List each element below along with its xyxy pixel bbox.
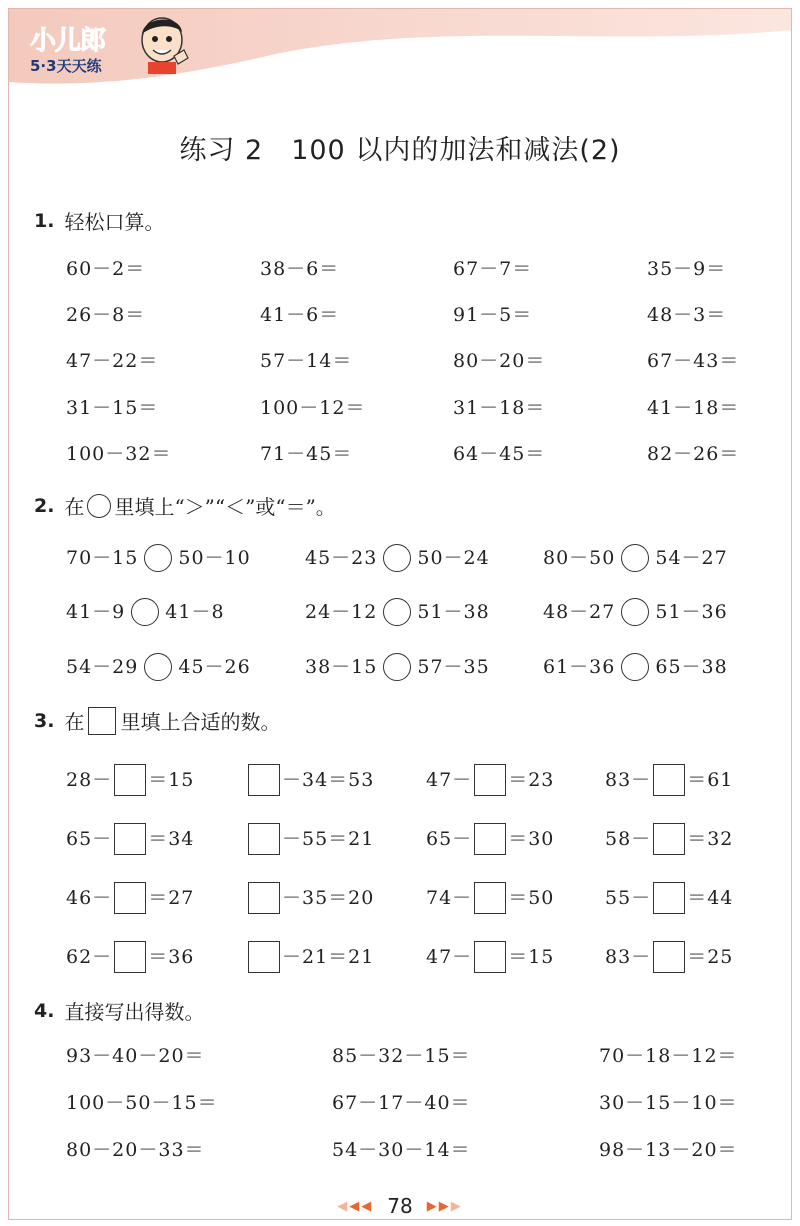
s1-problem: 100－32＝ — [66, 443, 172, 465]
s1-row — [0, 300, 800, 330]
s2-left-expr: 24－12 — [305, 601, 378, 623]
s1-problem: 26－8＝ — [66, 304, 146, 326]
s4-problem: 85－32－15＝ — [332, 1045, 471, 1067]
s1-row — [0, 439, 800, 469]
s4-row — [0, 1088, 800, 1118]
answer-box[interactable] — [653, 941, 685, 973]
answer-box[interactable] — [474, 882, 506, 914]
s2-left-expr: 54－29 — [66, 656, 139, 678]
section-number: 4. — [34, 999, 55, 1022]
s2-comparison — [66, 652, 251, 682]
s3-row — [0, 942, 800, 972]
answer-box[interactable] — [653, 823, 685, 855]
s1-problem: 82－26＝ — [647, 443, 740, 465]
s2-comparison — [305, 597, 490, 627]
answer-box[interactable] — [248, 764, 280, 796]
s2-comparison — [305, 543, 490, 573]
s4-problem: 98－13－20＝ — [599, 1139, 738, 1161]
comparison-answer-circle[interactable] — [621, 544, 649, 572]
s1-problem: 100－12＝ — [260, 397, 366, 419]
s2-comparison — [305, 652, 490, 682]
page-number: 78 — [387, 1194, 413, 1218]
s1-problem: 48－3＝ — [647, 304, 727, 326]
page-title: 练习 2 100 以内的加法和减法(2) — [179, 135, 621, 166]
s2-comparison — [543, 597, 728, 627]
s4-problem: 67－17－40＝ — [332, 1092, 471, 1114]
comparison-answer-circle[interactable] — [383, 653, 411, 681]
s3-post: ＝61 — [687, 769, 734, 791]
s1-row — [0, 346, 800, 376]
s3-equation — [66, 883, 194, 913]
answer-box[interactable] — [248, 882, 280, 914]
s3-equation — [426, 883, 554, 913]
s1-row — [0, 254, 800, 284]
section-title-post: 里填上合适的数。 — [120, 710, 281, 734]
s1-problem: 91－5＝ — [453, 304, 533, 326]
s3-post: －35＝20 — [282, 887, 375, 909]
section-title: 直接写出得数。 — [64, 1000, 205, 1024]
s2-row — [0, 597, 800, 627]
s1-problem: 71－45＝ — [260, 443, 353, 465]
answer-box[interactable] — [653, 764, 685, 796]
s1-problem: 35－9＝ — [647, 258, 727, 280]
section-title-post: 里填上“＞”“＜”或“＝”。 — [114, 495, 336, 519]
s3-equation — [66, 824, 194, 854]
comparison-answer-circle[interactable] — [131, 598, 159, 626]
s4-row — [0, 1135, 800, 1165]
comparison-answer-circle[interactable] — [621, 598, 649, 626]
mascot-boy-icon — [134, 12, 190, 74]
s3-equation — [426, 942, 554, 972]
s3-post: －55＝21 — [282, 828, 375, 850]
s3-post: ＝50 — [508, 887, 555, 909]
s1-row — [0, 393, 800, 423]
s2-comparison — [543, 543, 728, 573]
answer-box[interactable] — [114, 882, 146, 914]
s3-post: －21＝21 — [282, 946, 375, 968]
s3-equation — [605, 883, 733, 913]
s4-row — [0, 1041, 800, 1071]
section-number: 2. — [34, 494, 55, 517]
s2-right-expr: 45－26 — [178, 656, 251, 678]
comparison-answer-circle[interactable] — [144, 653, 172, 681]
s3-post: ＝15 — [508, 946, 555, 968]
s3-row — [0, 765, 800, 795]
s1-problem: 38－6＝ — [260, 258, 340, 280]
s3-equation — [605, 824, 733, 854]
logo-main-text: 小儿郎 — [30, 26, 106, 56]
s2-right-expr: 51－36 — [655, 601, 728, 623]
s2-left-expr: 61－36 — [543, 656, 616, 678]
comparison-answer-circle[interactable] — [383, 544, 411, 572]
s3-pre: 47－ — [426, 769, 473, 791]
s3-pre: 47－ — [426, 946, 473, 968]
section-title-pre: 在 — [64, 495, 85, 519]
s1-problem: 57－14＝ — [260, 350, 353, 372]
circle-icon — [87, 494, 111, 518]
s1-problem: 80－20＝ — [453, 350, 546, 372]
s3-pre: 65－ — [66, 828, 113, 850]
s3-post: ＝36 — [148, 946, 195, 968]
answer-box[interactable] — [474, 941, 506, 973]
left-arrows-icon: ◀◀◀ — [337, 1198, 374, 1214]
s3-post: ＝25 — [687, 946, 734, 968]
s2-right-expr: 41－8 — [165, 601, 225, 623]
s1-problem: 41－6＝ — [260, 304, 340, 326]
s1-problem: 67－43＝ — [647, 350, 740, 372]
s3-equation — [66, 942, 194, 972]
s2-left-expr: 70－15 — [66, 547, 139, 569]
s2-row — [0, 543, 800, 573]
s4-problem: 70－18－12＝ — [599, 1045, 738, 1067]
s1-problem: 47－22＝ — [66, 350, 159, 372]
s2-comparison — [66, 543, 251, 573]
s2-right-expr: 57－35 — [417, 656, 490, 678]
section-2-heading — [34, 491, 336, 520]
s3-post: ＝34 — [148, 828, 195, 850]
s3-post: ＝15 — [148, 769, 195, 791]
logo-sub-text: 5·3天天练 — [30, 57, 102, 75]
s4-problem: 100－50－15＝ — [66, 1092, 218, 1114]
answer-box[interactable] — [114, 941, 146, 973]
s3-equation — [246, 883, 374, 913]
s1-problem: 31－15＝ — [66, 397, 159, 419]
s2-comparison — [543, 652, 728, 682]
answer-box[interactable] — [653, 882, 685, 914]
answer-box[interactable] — [114, 823, 146, 855]
answer-box[interactable] — [248, 941, 280, 973]
s1-problem: 60－2＝ — [66, 258, 146, 280]
section-number: 3. — [34, 709, 55, 732]
s3-equation — [246, 942, 374, 972]
answer-box[interactable] — [114, 764, 146, 796]
s3-pre: 83－ — [605, 769, 652, 791]
s3-post: ＝32 — [687, 828, 734, 850]
s3-post: ＝27 — [148, 887, 195, 909]
comparison-answer-circle[interactable] — [144, 544, 172, 572]
s2-comparison — [66, 597, 225, 627]
comparison-answer-circle[interactable] — [621, 653, 649, 681]
s3-equation — [246, 765, 374, 795]
answer-box[interactable] — [474, 823, 506, 855]
s3-equation — [605, 765, 733, 795]
s3-equation — [246, 824, 374, 854]
s3-pre: 55－ — [605, 887, 652, 909]
s2-left-expr: 38－15 — [305, 656, 378, 678]
s1-problem: 64－45＝ — [453, 443, 546, 465]
s3-pre: 83－ — [605, 946, 652, 968]
s3-equation — [426, 824, 554, 854]
brand-logo — [30, 20, 105, 76]
s2-left-expr: 41－9 — [66, 601, 126, 623]
page-footer — [0, 1192, 800, 1220]
s3-pre: 46－ — [66, 887, 113, 909]
s3-pre: 28－ — [66, 769, 113, 791]
section-title: 轻松口算。 — [64, 210, 165, 234]
s3-post: ＝44 — [687, 887, 734, 909]
section-title-pre: 在 — [64, 710, 85, 734]
s3-pre: 62－ — [66, 946, 113, 968]
s2-right-expr: 50－24 — [417, 547, 490, 569]
s3-pre: 58－ — [605, 828, 652, 850]
s1-problem: 67－7＝ — [453, 258, 533, 280]
s3-post: ＝30 — [508, 828, 555, 850]
section-4-heading — [34, 996, 204, 1025]
section-3-heading — [34, 706, 280, 735]
s2-right-expr: 65－38 — [655, 656, 728, 678]
section-number: 1. — [34, 209, 55, 232]
s2-row — [0, 652, 800, 682]
s3-pre: 65－ — [426, 828, 473, 850]
comparison-answer-circle[interactable] — [383, 598, 411, 626]
s1-problem: 31－18＝ — [453, 397, 546, 419]
s2-right-expr: 54－27 — [655, 547, 728, 569]
s4-problem: 93－40－20＝ — [66, 1045, 205, 1067]
square-box-icon — [88, 707, 116, 735]
s3-post: ＝23 — [508, 769, 555, 791]
s4-problem: 80－20－33＝ — [66, 1139, 205, 1161]
s2-left-expr: 45－23 — [305, 547, 378, 569]
s2-left-expr: 48－27 — [543, 601, 616, 623]
right-arrows-icon: ▶▶▶ — [426, 1198, 463, 1214]
section-1-heading — [34, 206, 164, 235]
s3-row — [0, 883, 800, 913]
s3-pre: 74－ — [426, 887, 473, 909]
s4-problem: 54－30－14＝ — [332, 1139, 471, 1161]
s3-equation — [426, 765, 554, 795]
s2-right-expr: 51－38 — [417, 601, 490, 623]
s2-left-expr: 80－50 — [543, 547, 616, 569]
answer-box[interactable] — [474, 764, 506, 796]
s4-problem: 30－15－10＝ — [599, 1092, 738, 1114]
s3-post: －34＝53 — [282, 769, 375, 791]
s3-row — [0, 824, 800, 854]
s2-right-expr: 50－10 — [178, 547, 251, 569]
s3-equation — [66, 765, 194, 795]
s1-problem: 41－18＝ — [647, 397, 740, 419]
s3-equation — [605, 942, 733, 972]
answer-box[interactable] — [248, 823, 280, 855]
